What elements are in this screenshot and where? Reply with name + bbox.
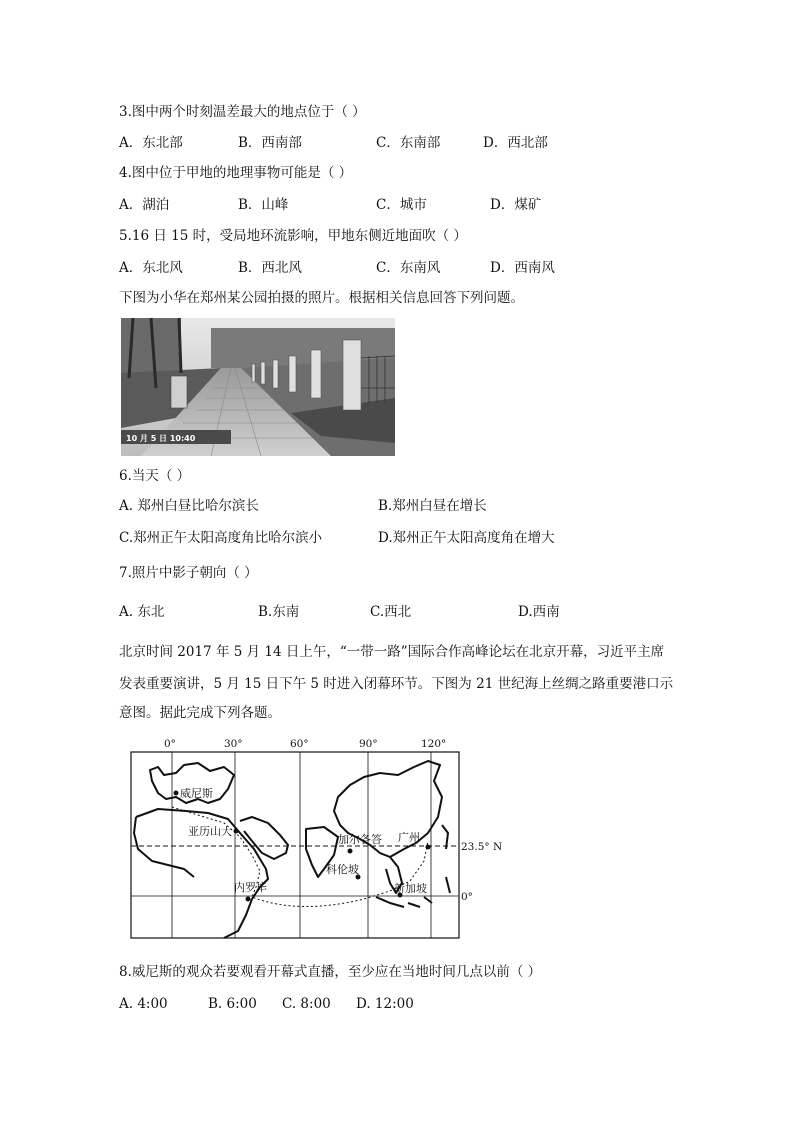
question-7-option-d: D.西南 (518, 604, 560, 620)
question-8-option-c: C. 8:00 (282, 996, 331, 1012)
question-4-option-a: A．湖泊 (119, 197, 170, 213)
question-5-option-c: C．东南风 (376, 260, 441, 276)
lat-label-equator: 0° (461, 891, 473, 903)
photo-intro-text: 下图为小华在郑州某公园拍摄的照片。根据相关信息回答下列问题。 (119, 290, 524, 306)
lon-label-120: 120° (421, 738, 447, 750)
question-7-option-a: A. 东北 (119, 604, 165, 620)
question-4-option-b: B．山峰 (238, 197, 289, 213)
question-8-option-d: D. 12:00 (356, 996, 414, 1012)
question-4-option-c: C．城市 (376, 197, 427, 213)
park-photo (121, 318, 395, 456)
question-4-stem: 4.图中位于甲地的地理事物可能是（ ） (119, 165, 353, 181)
port-calcutta-label: 加尔各答 (338, 833, 382, 846)
question-6-option-b: B.郑州白昼在增长 (378, 498, 487, 514)
question-7-stem: 7.照片中影子朝向（ ） (119, 565, 258, 581)
question-6-option-a: A. 郑州白昼比哈尔滨长 (119, 498, 259, 514)
lon-label-90: 90° (359, 738, 378, 750)
port-calcutta-dot (348, 849, 353, 854)
port-singapore-label: 新加坡 (394, 882, 427, 895)
question-8-option-a: A. 4:00 (119, 996, 168, 1012)
map-intro-line-1: 北京时间 2017 年 5 月 14 日上午，“一带一路”国际合作高峰论坛在北京开幕，习近平主席 (119, 644, 665, 660)
port-guangzhou-label: 广州 (398, 831, 420, 844)
port-nairobi-dot (246, 897, 251, 902)
maritime-silk-road-map (128, 737, 503, 943)
photo-timestamp: 10 月 5 日 10:40 (126, 434, 196, 443)
question-6-option-c: C.郑州正午太阳高度角比哈尔滨小 (119, 530, 323, 546)
question-5-option-a: A．东北风 (119, 260, 183, 276)
port-nairobi-label: 内罗毕 (234, 881, 267, 894)
question-8-option-b: B. 6:00 (208, 996, 257, 1012)
question-8-stem: 8.威尼斯的观众若要观看开幕式直播，至少应在当地时间几点以前（ ） (119, 964, 542, 980)
lon-label-60: 60° (290, 738, 309, 750)
lat-label-tropic: 23.5° N (461, 841, 503, 853)
question-3-option-d: D．西北部 (483, 135, 548, 151)
port-venice-label: 威尼斯 (180, 787, 213, 800)
question-4-option-d: D．煤矿 (490, 197, 542, 213)
port-alexandria-label: 亚历山大 (188, 825, 232, 838)
question-5-option-b: B．西北风 (238, 260, 302, 276)
port-colombo-label: 科伦坡 (326, 863, 359, 876)
question-6-option-d: D.郑州正午太阳高度角在增大 (378, 530, 555, 546)
port-alexandria-dot (234, 829, 239, 834)
lon-label-0: 0° (164, 738, 176, 750)
map-intro-line-2: 发表重要演讲，5 月 15 日下午 5 时进入闭幕环节。下图为 21 世纪海上丝绸之路重要港口示 (119, 676, 674, 692)
question-6-stem: 6.当天（ ） (119, 468, 191, 484)
question-3-option-a: A．东北部 (119, 135, 183, 151)
question-3-option-b: B．西南部 (238, 135, 302, 151)
port-guangzhou-dot (426, 845, 431, 850)
map-intro-line-3: 意图。据此完成下列各题。 (119, 705, 281, 721)
question-7-option-c: C.西北 (370, 604, 412, 620)
question-5-option-d: D．西南风 (490, 260, 555, 276)
question-5-stem: 5.16 日 15 时，受局地环流影响，甲地东侧近地面吹（ ） (119, 228, 467, 244)
lon-label-30: 30° (224, 738, 243, 750)
port-venice-dot (174, 791, 179, 796)
question-7-option-b: B.东南 (258, 604, 300, 620)
question-3-stem: 3.图中两个时刻温差最大的地点位于（ ） (119, 104, 366, 120)
question-3-option-c: C．东南部 (376, 135, 441, 151)
